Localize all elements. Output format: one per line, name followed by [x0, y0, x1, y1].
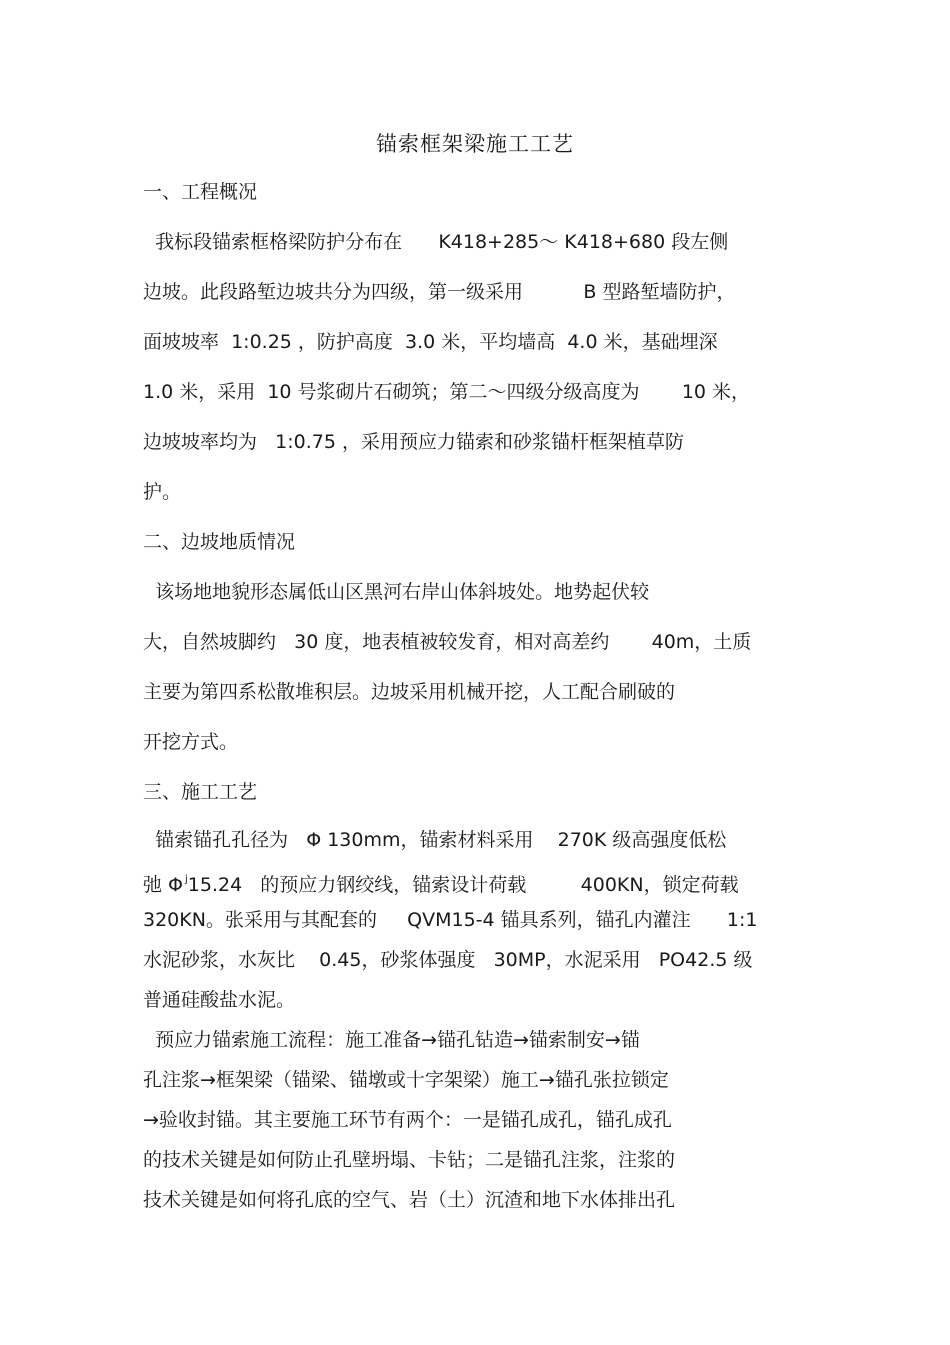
document-title: 锚索框架梁施工工艺 — [376, 132, 574, 156]
section-heading-geology: 二、边坡地质情况 — [143, 531, 296, 553]
paragraph-line: 我标段锚索框格梁防护分布在 K418+285～ K418+680 段左侧 — [143, 231, 729, 253]
paragraph-line: 边坡坡率均为 1:0.75 ，采用预应力锚索和砂浆锚杆框架植草防 — [143, 431, 684, 453]
paragraph-line: 预应力锚索施工流程：施工准备→锚孔钻造→锚索制安→锚 — [143, 1029, 640, 1051]
paragraph-line: 的技术关键是如何防止孔壁坍塌、卡钻；二是锚孔注浆，注浆的 — [143, 1149, 676, 1171]
paragraph-line-with-superscript — [143, 866, 739, 899]
paragraph-line: 大，自然坡脚约 30 度，地表植被较发育，相对高差约 40m，土质 — [143, 631, 752, 653]
paragraph-line: 1.0 米，采用 10 号浆砌片石砌筑；第二～四级分级高度为 10 米， — [143, 381, 751, 403]
paragraph-line: 普通硅酸盐水泥。 — [143, 989, 296, 1011]
superscript-mark: j — [185, 874, 188, 885]
paragraph-line: 面坡坡率 1:0.25 ，防护高度 3.0 米，平均墙高 4.0 米，基础埋深 — [143, 331, 718, 353]
paragraph-line: 孔注浆→框架梁（锚梁、锚墩或十字架梁）施工→锚孔张拉锁定 — [143, 1069, 669, 1091]
paragraph-line: 水泥砂浆，水灰比 0.45，砂浆体强度 30MP，水泥采用 PO42.5 级 — [143, 949, 753, 971]
section-heading-process: 三、施工工艺 — [143, 781, 258, 803]
paragraph-line: 锚索锚孔孔径为 Φ 130mm，锚索材料采用 270K 级高强度低松 — [143, 829, 727, 851]
paragraph-line: 护。 — [143, 481, 182, 503]
paragraph-line: 该场地地貌形态属低山区黑河右岸山体斜坡处。地势起伏较 — [143, 581, 650, 603]
paragraph-line: 技术关键是如何将孔底的空气、岩（土）沉渣和地下水体排出孔 — [143, 1189, 676, 1211]
paragraph-line: 主要为第四系松散堆积层。边坡采用机械开挖，人工配合刷破的 — [143, 681, 676, 703]
line-prefix: 弛 Φ — [143, 874, 183, 896]
paragraph-line: 开挖方式。 — [143, 731, 239, 753]
paragraph-line: →验收封锚。其主要施工环节有两个：一是锚孔成孔，锚孔成孔 — [143, 1109, 672, 1131]
section-heading-overview: 一、工程概况 — [143, 181, 258, 203]
paragraph-line: 边坡。此段路堑边坡共分为四级，第一级采用 B 型路堑墙防护， — [143, 281, 736, 303]
line-rest: 15.24 的预应力钢绞线，锚索设计荷载 400KN，锁定荷载 — [187, 874, 739, 896]
paragraph-line: 320KN。张采用与其配套的 QVM15-4 锚具系列，锚孔内灌注 1:1 — [143, 909, 758, 931]
